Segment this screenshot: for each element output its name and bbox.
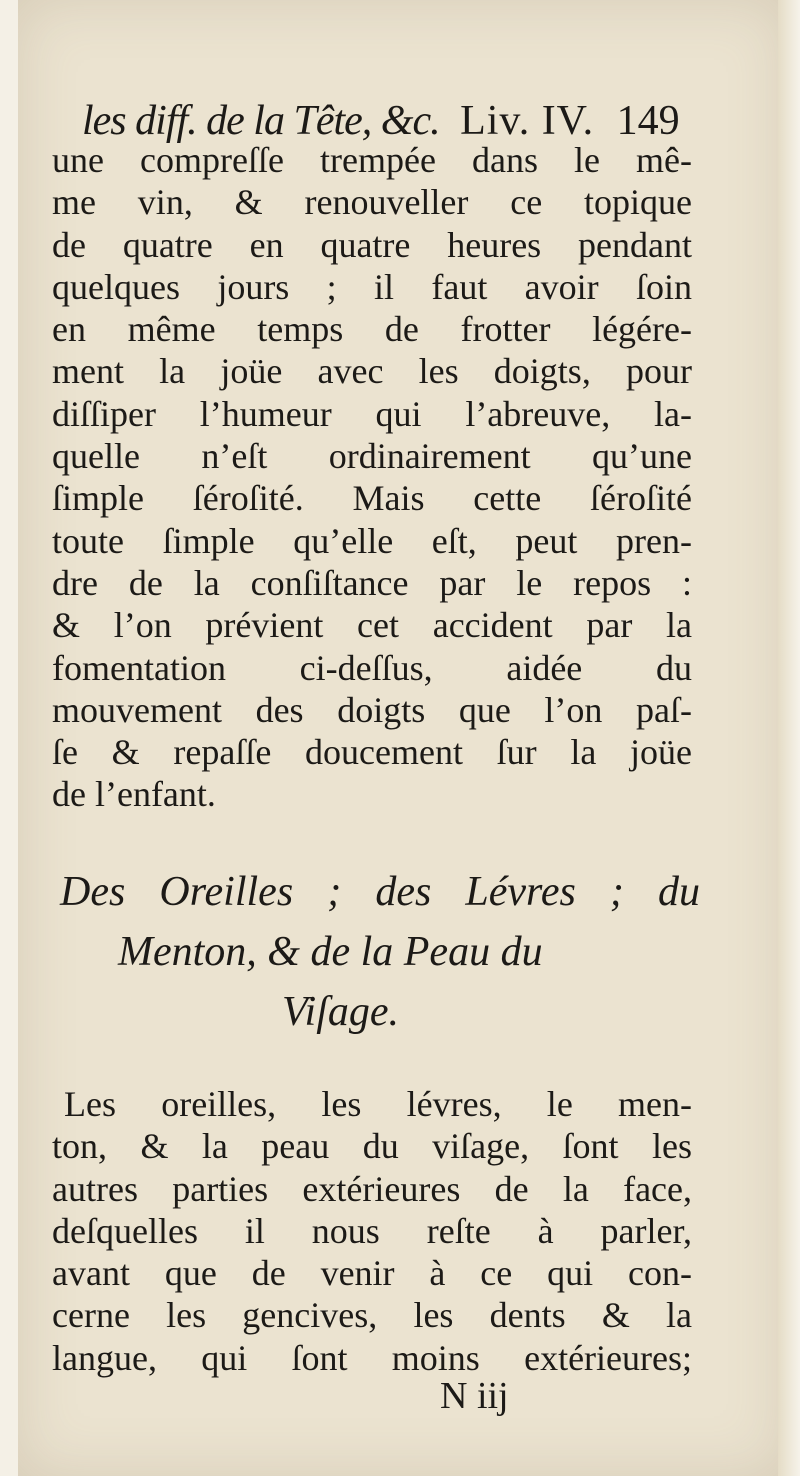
text-line: diſſiper l’humeur qui l’abreuve, la- [52, 393, 692, 434]
running-head-book: Liv. IV. [460, 98, 595, 144]
text-line: me vin, & renouveller ce topique [52, 182, 692, 223]
text-line: Les oreilles, les lévres, le men- [64, 1084, 692, 1124]
section-heading-line: Menton, & de la Peau du [118, 929, 543, 975]
signature-mark: N iij [440, 1375, 509, 1417]
text-line: dre de la conſiſtance par le repos : [52, 562, 692, 603]
text-line: ment la joüe avec les doigts, pour [52, 351, 692, 392]
text-line: quelle n’eſt ordinairement qu’une [52, 436, 692, 477]
text-line: toute ſimple qu’elle eſt, peut pren- [52, 520, 692, 561]
section-paragraph [52, 1083, 692, 1379]
page-gutter [0, 0, 18, 1476]
page-number: 149 [616, 98, 680, 144]
running-head-title: les diff. de la Tête, &c. [82, 98, 440, 144]
text-line: cerne les gencives, les dents & la [52, 1295, 692, 1336]
text-line: ſe & repaſſe doucement ſur la joüe [52, 732, 692, 773]
section-heading-line: Des Oreilles ; des Lévres ; du [60, 869, 700, 915]
text-line: une compreſſe trempée dans le mê- [52, 140, 692, 180]
text-line: quelques jours ; il faut avoir ſoin [52, 266, 692, 307]
text-line: deſquelles il nous reſte à parler, [52, 1210, 692, 1251]
text-line: mouvement des doigts que l’on paſ- [52, 689, 692, 730]
section-heading [60, 862, 700, 1042]
text-line: de l’enfant. [52, 774, 216, 815]
body-paragraph [52, 139, 692, 816]
text-line: de quatre en quatre heures pendant [52, 224, 692, 265]
text-line: ſimple ſéroſité. Mais cette ſéroſité [52, 478, 692, 519]
text-line: en même temps de frotter légére- [52, 309, 692, 350]
text-line: langue, qui ſont moins extérieures; [52, 1337, 692, 1378]
text-line: & l’on prévient cet accident par la [52, 605, 692, 646]
text-line: ton, & la peau du viſage, ſont les [52, 1126, 692, 1167]
text-line: autres parties extérieures de la face, [52, 1168, 692, 1209]
page-edge [778, 0, 800, 1476]
text-line: avant que de venir à ce qui con- [52, 1253, 692, 1294]
text-line: fomentation ci-deſſus, aidée du [52, 647, 692, 688]
section-heading-line: Viſage. [282, 989, 400, 1035]
